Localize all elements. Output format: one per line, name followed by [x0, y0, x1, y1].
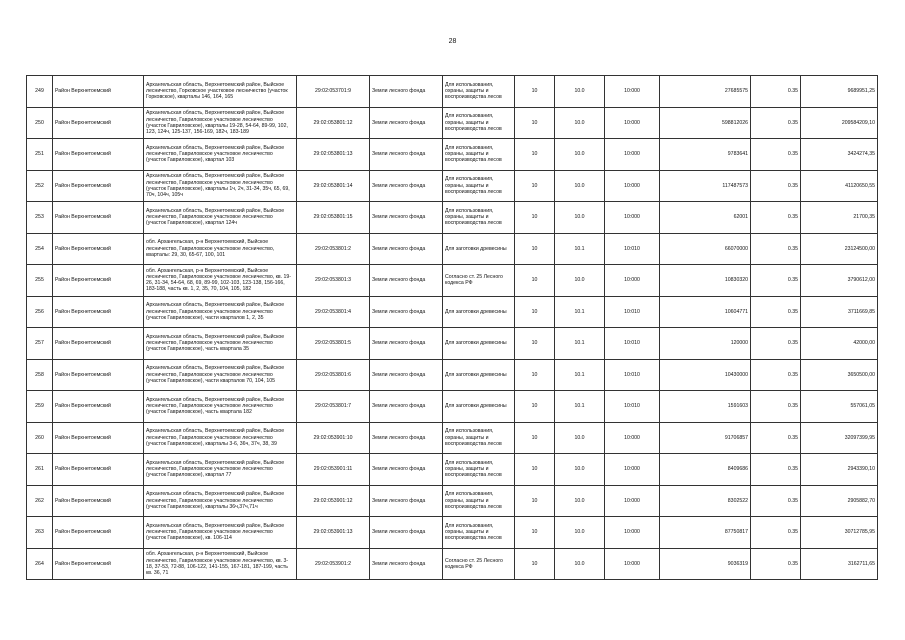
district-cell: Район Верхнетоемский [53, 265, 144, 297]
location-cell: Архангельская область, Верхнетоемский район, Выйское лесничество, Гавриловское участковое лесничество (участок Гавриловское), части кварталов 1, 2, 35 [144, 296, 297, 328]
permitted-use-cell: Для заготовки древесины [443, 233, 515, 265]
code-group-cell: 10 [515, 328, 555, 360]
area-cell: 1591603 [660, 391, 751, 423]
cadastral-value-cell: 42000,00 [801, 328, 878, 360]
location-cell: Архангельская область, Верхнетоемский район, Выйское лесничество, Гавриловское участковое лесничество (участок Гавриловское), кварталы 36ч,37ч,71ч [144, 485, 297, 517]
district-cell: Район Верхнетоемский [53, 139, 144, 171]
row-number-cell: 256 [27, 296, 53, 328]
area-cell: 598812026 [660, 107, 751, 139]
permitted-use-cell: Для использования, охраны, защиты и воспроизводства лесов [443, 139, 515, 171]
cadastral-value-cell: 3650500,00 [801, 359, 878, 391]
permitted-use-cell: Для заготовки древесины [443, 359, 515, 391]
area-cell: 66070000 [660, 233, 751, 265]
area-cell: 87750817 [660, 517, 751, 549]
cadastral-value-cell: 21700,35 [801, 202, 878, 234]
code-group-cell: 10 [515, 107, 555, 139]
code-cell: 10:000 [605, 139, 660, 171]
code-group-cell: 10 [515, 359, 555, 391]
cadastral-value-cell: 30712785,95 [801, 517, 878, 549]
location-cell: Архангельская область, Верхнетоемский район, Выйское лесничество, Гавриловское участковое лесничество (участок Гавриловское), квартал 103 [144, 139, 297, 171]
page-number: 28 [448, 38, 457, 45]
code-cell: 10:000 [605, 76, 660, 108]
location-cell: Архангельская область, Верхнетоемский район, Выйское лесничество, Гавриловское участковое лесничество (участок Гавриловское), квартал 124ч [144, 202, 297, 234]
code-cell: 10:000 [605, 107, 660, 139]
location-cell: Архангельская область, Верхнетоемский район, Выйское лесничество, Гавриловское участковое лесничество (участок Гавриловское), часть квартала 35 [144, 328, 297, 360]
rate-cell: 0.35 [751, 422, 801, 454]
location-cell: Архангельская область, Верхнетоемский район, Выйское лесничество, Гавриловское участковое лесничество (участок Гавриловское), части кварталов 70, 104, 105 [144, 359, 297, 391]
code-subgroup-cell: 10.0 [555, 454, 605, 486]
table-row [27, 422, 878, 454]
table-row [27, 170, 878, 202]
location-cell: Архангельская область, Верхнетоемский район, Выйское лесничество, Гавриловское участковое лесничество (участок Гавриловское), кварталы 19-28, 54-64, 89-99, 102, 123, 124ч, 125-137, 156-169, 182ч, 183-189 [144, 107, 297, 139]
permitted-use-cell: Для использования, охраны, защиты и воспроизводства лесов [443, 485, 515, 517]
district-cell: Район Верхнетоемский [53, 202, 144, 234]
code-subgroup-cell: 10.0 [555, 485, 605, 517]
code-cell: 10:000 [605, 202, 660, 234]
code-cell: 10:000 [605, 265, 660, 297]
area-cell: 8302522 [660, 485, 751, 517]
code-group-cell: 10 [515, 454, 555, 486]
cadastral-number-cell: 29:02:053801:12 [297, 107, 370, 139]
code-group-cell: 10 [515, 233, 555, 265]
cadastral-value-cell: 32097399,95 [801, 422, 878, 454]
cadastral-number-cell: 29:02:053901:11 [297, 454, 370, 486]
location-cell: Архангельская область, Верхнетоемский район, Выйское лесничество, Гавриловское участковое лесничество (участок Гавриловское), квартал 77 [144, 454, 297, 486]
cadastral-number-cell: 29:02:053901:12 [297, 485, 370, 517]
district-cell: Район Верхнетоемский [53, 422, 144, 454]
row-number-cell: 252 [27, 170, 53, 202]
permitted-use-cell: Для использования, охраны, защиты и воспроизводства лесов [443, 454, 515, 486]
area-cell: 91706857 [660, 422, 751, 454]
code-cell: 10:000 [605, 517, 660, 549]
table-row [27, 139, 878, 171]
cadastral-number-cell: 29:02:053801:5 [297, 328, 370, 360]
location-cell: Архангельская область, Верхнетоемский район, Выйское лесничество, Гавриловское участковое лесничество (участок Гавриловское), часть квартала 182 [144, 391, 297, 423]
permitted-use-cell: Для заготовки древесины [443, 391, 515, 423]
row-number-cell: 261 [27, 454, 53, 486]
cadastral-value-cell: 41120650,55 [801, 170, 878, 202]
rate-cell: 0.35 [751, 328, 801, 360]
land-category-cell: Земли лесного фонда [370, 265, 443, 297]
location-cell: обл. Архангельская, р-н Верхнетоемский, Выйское лесничество, Гавриловское участковое лесничество, кварталы: 29, 30, 65-67, 100, 101 [144, 233, 297, 265]
permitted-use-cell: Для использования, охраны, защиты и воспроизводства лесов [443, 107, 515, 139]
code-group-cell: 10 [515, 422, 555, 454]
permitted-use-cell: Для использования, охраны, защиты и воспроизводства лесов [443, 202, 515, 234]
land-category-cell: Земли лесного фонда [370, 517, 443, 549]
area-cell: 9783641 [660, 139, 751, 171]
cadastral-value-cell: 557061,05 [801, 391, 878, 423]
cadastral-number-cell: 29:02:053801:13 [297, 139, 370, 171]
cadastral-value-cell: 3424274,35 [801, 139, 878, 171]
table-row [27, 296, 878, 328]
code-group-cell: 10 [515, 202, 555, 234]
code-cell: 10:000 [605, 170, 660, 202]
area-cell: 9036319 [660, 548, 751, 580]
cadastral-number-cell: 29:02:053901:10 [297, 422, 370, 454]
district-cell: Район Верхнетоемский [53, 391, 144, 423]
permitted-use-cell: Согласно ст. 25 Лесного кодекса РФ [443, 265, 515, 297]
rate-cell: 0.35 [751, 454, 801, 486]
code-subgroup-cell: 10.1 [555, 391, 605, 423]
rate-cell: 0.35 [751, 548, 801, 580]
district-cell: Район Верхнетоемский [53, 359, 144, 391]
row-number-cell: 258 [27, 359, 53, 391]
code-subgroup-cell: 10.0 [555, 76, 605, 108]
rate-cell: 0.35 [751, 107, 801, 139]
cadastral-number-cell: 29:02:053801:14 [297, 170, 370, 202]
district-cell: Район Верхнетоемский [53, 76, 144, 108]
area-cell: 10830320 [660, 265, 751, 297]
table-row [27, 548, 878, 580]
code-subgroup-cell: 10.0 [555, 517, 605, 549]
cadastral-value-cell: 3162711,65 [801, 548, 878, 580]
code-cell: 10:010 [605, 296, 660, 328]
permitted-use-cell: Для заготовки древесины [443, 296, 515, 328]
rate-cell: 0.35 [751, 233, 801, 265]
cadastral-number-cell: 29:02:053901:13 [297, 517, 370, 549]
cadastral-value-cell: 23124500,00 [801, 233, 878, 265]
code-subgroup-cell: 10.0 [555, 548, 605, 580]
land-category-cell: Земли лесного фонда [370, 107, 443, 139]
code-group-cell: 10 [515, 517, 555, 549]
rate-cell: 0.35 [751, 170, 801, 202]
land-plots-table [26, 75, 878, 580]
land-category-cell: Земли лесного фонда [370, 359, 443, 391]
district-cell: Район Верхнетоемский [53, 517, 144, 549]
table-row [27, 359, 878, 391]
land-category-cell: Земли лесного фонда [370, 422, 443, 454]
row-number-cell: 249 [27, 76, 53, 108]
row-number-cell: 251 [27, 139, 53, 171]
area-cell: 117487573 [660, 170, 751, 202]
table-row [27, 202, 878, 234]
row-number-cell: 254 [27, 233, 53, 265]
permitted-use-cell: Для использования, охраны, защиты и воспроизводства лесов [443, 170, 515, 202]
land-category-cell: Земли лесного фонда [370, 233, 443, 265]
permitted-use-cell: Для заготовки древесины [443, 328, 515, 360]
rate-cell: 0.35 [751, 76, 801, 108]
row-number-cell: 253 [27, 202, 53, 234]
row-number-cell: 260 [27, 422, 53, 454]
code-cell: 10:000 [605, 548, 660, 580]
land-category-cell: Земли лесного фонда [370, 139, 443, 171]
code-subgroup-cell: 10.1 [555, 328, 605, 360]
location-cell: Архангельская область, Верхнетоемский район, Выйское лесничество, Гавриловское участковое лесничество (участок Гавриловское), кварталы 1ч, 2ч, 31-34, 35ч, 65, 69, 70ч, 104ч, 105ч [144, 170, 297, 202]
code-group-cell: 10 [515, 548, 555, 580]
table-row [27, 265, 878, 297]
code-cell: 10:000 [605, 454, 660, 486]
land-category-cell: Земли лесного фонда [370, 328, 443, 360]
cadastral-number-cell: 29:02:053801:3 [297, 265, 370, 297]
code-subgroup-cell: 10.0 [555, 202, 605, 234]
code-subgroup-cell: 10.1 [555, 296, 605, 328]
area-cell: 27685575 [660, 76, 751, 108]
district-cell: Район Верхнетоемский [53, 233, 144, 265]
code-subgroup-cell: 10.0 [555, 422, 605, 454]
land-category-cell: Земли лесного фонда [370, 548, 443, 580]
area-cell: 10430000 [660, 359, 751, 391]
table-row [27, 485, 878, 517]
cadastral-number-cell: 29:02:053801:2 [297, 233, 370, 265]
cadastral-number-cell: 29:02:053801:4 [297, 296, 370, 328]
district-cell: Район Верхнетоемский [53, 548, 144, 580]
rate-cell: 0.35 [751, 485, 801, 517]
cadastral-value-cell: 9689951,25 [801, 76, 878, 108]
row-number-cell: 264 [27, 548, 53, 580]
code-group-cell: 10 [515, 485, 555, 517]
cadastral-number-cell: 29:02:053801:7 [297, 391, 370, 423]
land-category-cell: Земли лесного фонда [370, 202, 443, 234]
table-row [27, 76, 878, 108]
code-group-cell: 10 [515, 170, 555, 202]
cadastral-value-cell: 2905882,70 [801, 485, 878, 517]
location-cell: Архангельская область, Верхнетоемский район, Выйское лесничество, Гавриловское участковое лесничество (участок Гавриловское), кв. 106-114 [144, 517, 297, 549]
district-cell: Район Верхнетоемский [53, 454, 144, 486]
permitted-use-cell: Для использования, охраны, защиты и воспроизводства лесов [443, 517, 515, 549]
cadastral-number-cell: 29:02:053701:9 [297, 76, 370, 108]
rate-cell: 0.35 [751, 359, 801, 391]
rate-cell: 0.35 [751, 139, 801, 171]
table-body [27, 76, 878, 580]
code-group-cell: 10 [515, 391, 555, 423]
code-cell: 10:000 [605, 422, 660, 454]
area-cell: 120000 [660, 328, 751, 360]
location-cell: Архангельская область, Верхнетоемский район, Выйское лесничество, Гавриловское участковое лесничество (участок Гавриловское), кварталы 3-6, 36ч, 37ч, 38, 39 [144, 422, 297, 454]
location-cell: обл. Архангельская, р-н Верхнетоемский, Выйское лесничество, Гавриловское участковое лесничество, кв. 3-18, 37-53, 72-88, 106-122, 141-155, 167-181, 187-199, часть кв. 36, 71 [144, 548, 297, 580]
code-subgroup-cell: 10.1 [555, 233, 605, 265]
cadastral-value-cell: 2943390,10 [801, 454, 878, 486]
row-number-cell: 255 [27, 265, 53, 297]
table-row [27, 107, 878, 139]
row-number-cell: 262 [27, 485, 53, 517]
code-cell: 10:010 [605, 359, 660, 391]
location-cell: обл. Архангельская, р-н Верхнетоемский, Выйское лесничество, Гавриловское участковое лесничество, кв. 19-26, 31-34, 54-64, 68, 69, 89-99, 102-103, 123-138, 156-166, 183-188, часть кв. 1, 2, 35, 70, 104, 105, 182 [144, 265, 297, 297]
land-category-cell: Земли лесного фонда [370, 296, 443, 328]
district-cell: Район Верхнетоемский [53, 328, 144, 360]
rate-cell: 0.35 [751, 296, 801, 328]
district-cell: Район Верхнетоемский [53, 170, 144, 202]
row-number-cell: 250 [27, 107, 53, 139]
table-row [27, 454, 878, 486]
code-group-cell: 10 [515, 265, 555, 297]
code-group-cell: 10 [515, 296, 555, 328]
permitted-use-cell: Для использования, охраны, защиты и воспроизводства лесов [443, 76, 515, 108]
area-cell: 62001 [660, 202, 751, 234]
land-category-cell: Земли лесного фонда [370, 391, 443, 423]
district-cell: Район Верхнетоемский [53, 296, 144, 328]
area-cell: 8409686 [660, 454, 751, 486]
code-subgroup-cell: 10.0 [555, 170, 605, 202]
land-category-cell: Земли лесного фонда [370, 485, 443, 517]
cadastral-number-cell: 29:02:053801:15 [297, 202, 370, 234]
cadastral-number-cell: 29:02:053801:6 [297, 359, 370, 391]
cadastral-number-cell: 29:02:053901:2 [297, 548, 370, 580]
table-row [27, 517, 878, 549]
cadastral-value-cell: 209584209,10 [801, 107, 878, 139]
area-cell: 10604771 [660, 296, 751, 328]
code-group-cell: 10 [515, 76, 555, 108]
rate-cell: 0.35 [751, 391, 801, 423]
table-row [27, 233, 878, 265]
permitted-use-cell: Для использования, охраны, защиты и воспроизводства лесов [443, 422, 515, 454]
district-cell: Район Верхнетоемский [53, 107, 144, 139]
permitted-use-cell: Согласно ст. 25 Лесного кодекса РФ [443, 548, 515, 580]
rate-cell: 0.35 [751, 517, 801, 549]
code-subgroup-cell: 10.0 [555, 107, 605, 139]
table-row [27, 391, 878, 423]
code-subgroup-cell: 10.0 [555, 265, 605, 297]
location-cell: Архангельская область, Верхнетоемский район, Выйское лесничество, Горковское участковое лесничество (участок Горковское), кварталы 146, 164, 165 [144, 76, 297, 108]
row-number-cell: 263 [27, 517, 53, 549]
code-subgroup-cell: 10.1 [555, 359, 605, 391]
land-category-cell: Земли лесного фонда [370, 76, 443, 108]
code-cell: 10:010 [605, 328, 660, 360]
district-cell: Район Верхнетоемский [53, 485, 144, 517]
land-category-cell: Земли лесного фонда [370, 454, 443, 486]
row-number-cell: 257 [27, 328, 53, 360]
code-cell: 10:000 [605, 485, 660, 517]
rate-cell: 0.35 [751, 202, 801, 234]
table-row [27, 328, 878, 360]
cadastral-value-cell: 3790612,00 [801, 265, 878, 297]
code-cell: 10:010 [605, 391, 660, 423]
code-group-cell: 10 [515, 139, 555, 171]
row-number-cell: 259 [27, 391, 53, 423]
cadastral-value-cell: 3711669,85 [801, 296, 878, 328]
rate-cell: 0.35 [751, 265, 801, 297]
code-cell: 10:010 [605, 233, 660, 265]
land-category-cell: Земли лесного фонда [370, 170, 443, 202]
code-subgroup-cell: 10.0 [555, 139, 605, 171]
